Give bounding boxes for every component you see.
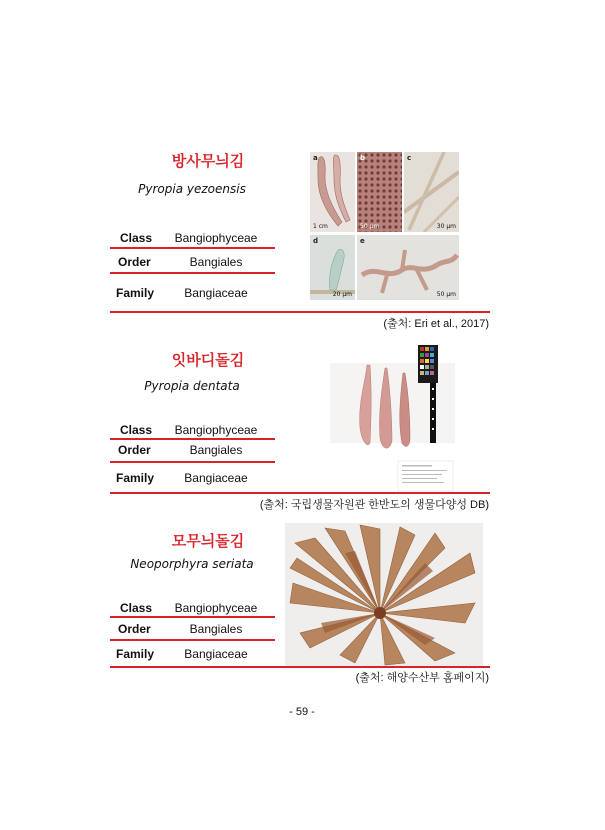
section-2-divider	[110, 492, 490, 494]
species-2-family-label: Family	[116, 471, 155, 485]
divider	[110, 639, 275, 641]
species-2-order-label: Order	[118, 443, 151, 457]
species-1-family-value: Bangiaceae	[184, 286, 248, 300]
figure-panel-e	[357, 235, 459, 300]
species-1-order-label: Order	[118, 255, 151, 269]
species-1-family-label: Family	[116, 286, 155, 300]
species-3-class-value: Bangiophyceae	[174, 601, 258, 615]
divider	[110, 272, 275, 274]
species-3-class-label: Class	[120, 601, 153, 615]
figure-panel-b	[357, 152, 402, 232]
species-2-korean-name: 잇바디돌김	[171, 351, 245, 369]
species-1-source: (출처: Eri et al., 2017)	[383, 318, 489, 330]
species-3-order-label: Order	[118, 622, 151, 636]
species-3-family-value: Bangiaceae	[184, 647, 248, 661]
species-3-order-value: Bangiales	[189, 622, 243, 636]
divider	[110, 247, 275, 249]
section-1-divider	[110, 311, 490, 313]
panel-label: b	[360, 154, 366, 162]
divider	[110, 616, 275, 618]
page-number: - 59 -	[289, 706, 315, 718]
panel-label: a	[313, 154, 318, 162]
divider	[110, 461, 275, 463]
seaweed-photo	[285, 523, 483, 667]
species-2-order-value: Bangiales	[189, 443, 243, 457]
species-2-class-label: Class	[120, 423, 153, 437]
panel-label: d	[313, 237, 319, 245]
panel-label: c	[407, 154, 412, 162]
species-3-source: (출처: 해양수산부 홈페이지)	[355, 672, 489, 684]
divider	[110, 438, 275, 440]
species-1-scientific-name: Pyropia yezoensis	[138, 182, 246, 196]
species-3-family-label: Family	[116, 647, 155, 661]
species-1-class-value: Bangiophyceae	[174, 231, 258, 245]
species-2-scientific-name: Pyropia dentata	[144, 379, 240, 393]
scale-bar-label: 30 μm	[436, 223, 456, 230]
species-1-korean-name: 방사무늬김	[171, 152, 245, 170]
scale-bar-label: 50 μm	[436, 291, 456, 298]
scale-bar-label: 20 μm	[332, 291, 352, 298]
species-1-order-value: Bangiales	[189, 255, 243, 269]
section-3-divider	[110, 666, 490, 668]
species-2-class-value: Bangiophyceae	[174, 423, 258, 437]
figure-panel-c	[404, 152, 459, 232]
scale-bar-label: 50 μm	[360, 223, 380, 230]
species-3-scientific-name: Neoporphyra seriata	[130, 557, 254, 571]
species-2-source: (출처: 국립생물자원관 한반도의 생물다양성 DB)	[259, 499, 489, 511]
species-3-korean-name: 모무늬돌김	[171, 532, 245, 550]
herbarium-specimen-image	[330, 343, 455, 493]
figure-panel-a	[310, 152, 355, 232]
panel-label: e	[360, 237, 365, 245]
figure-panel-d	[310, 235, 355, 300]
scale-bar-label: 1 cm	[313, 223, 328, 230]
species-2-family-value: Bangiaceae	[184, 471, 248, 485]
species-1-class-label: Class	[120, 231, 153, 245]
